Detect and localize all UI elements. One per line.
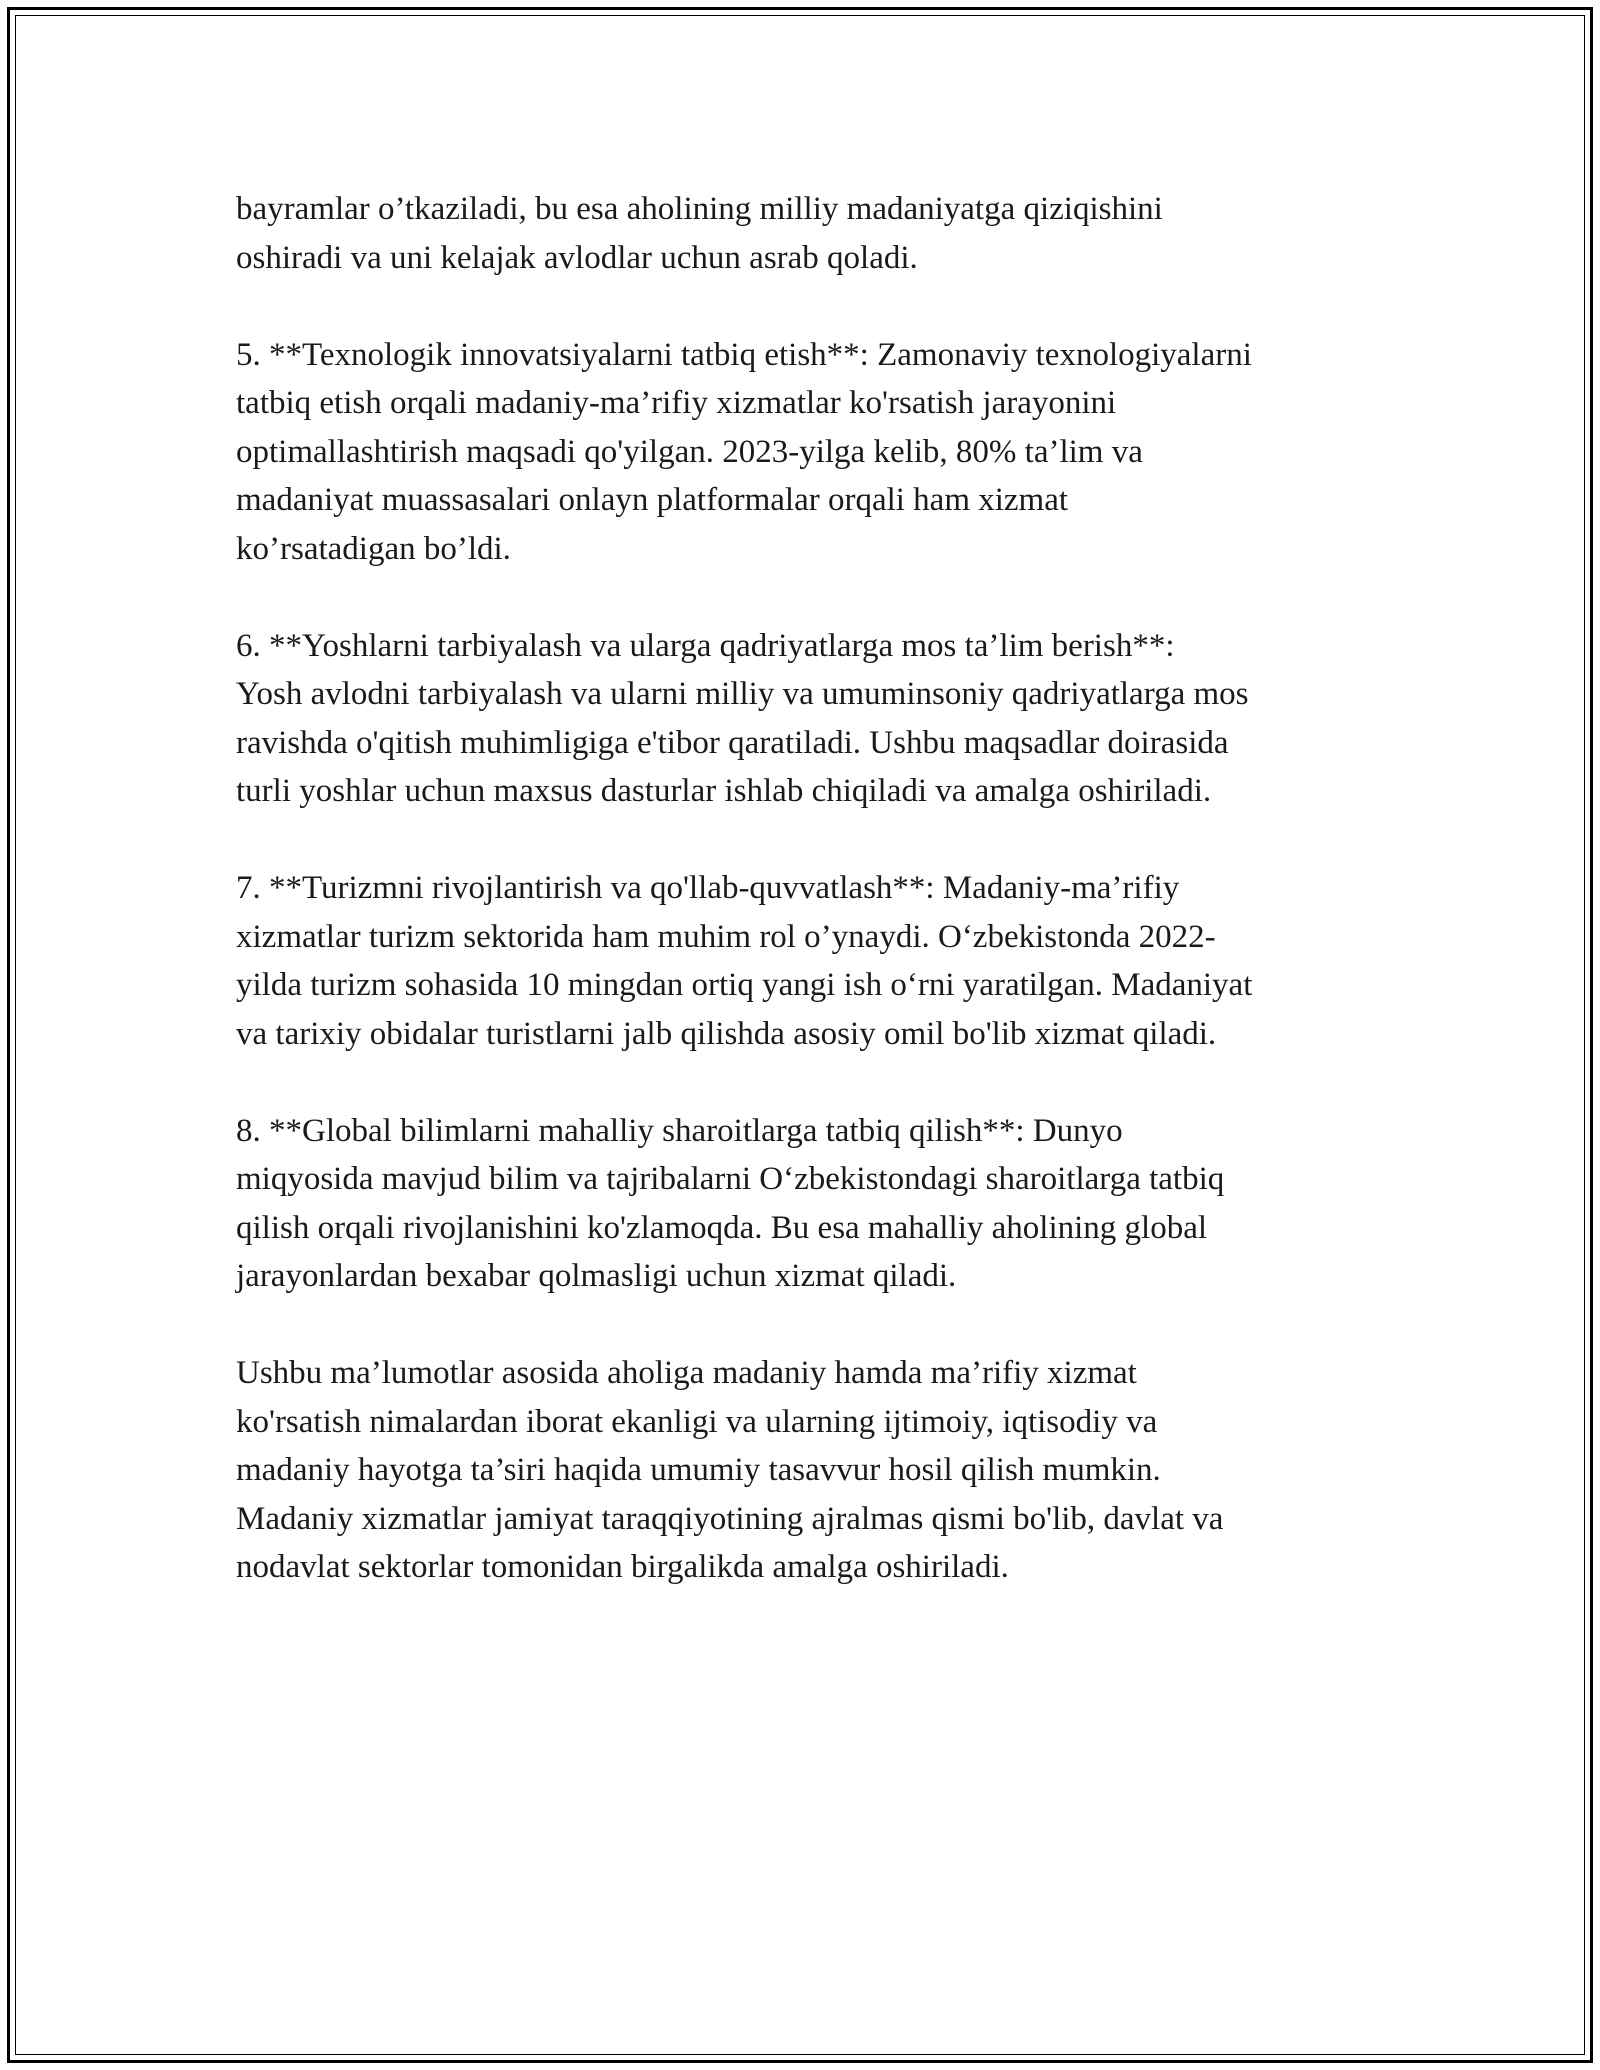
document-body	[236, 185, 1386, 1592]
paragraph-item-5: 5. **Texnologik innovatsiyalarni tatbiq etish**: Zamonaviy texnologiyalarni tatbiq etish orqali madaniy-ma’rifiy xizmatlar ko'rsatish jarayonini optimallashtirish maqsadi qo'yilgan. 2023-yilga kelib, 80% ta’lim va madaniyat muassasalari onlayn platformalar orqali ham xizmat ko’rsatadigan bo’ldi.	[236, 336, 1252, 567]
paragraph-item-8: 8. **Global bilimlarni mahalliy sharoitlarga tatbiq qilish**: Dunyo miqyosida mavjud bilim va tajribalarni O‘zbekistondagi sharoitlarga tatbiq qilish orqali rivojlanishini ko'zlamoqda. Bu esa mahalliy aholining global jarayonlardan bexabar qolmasligi uchun xizmat qiladi.	[236, 1112, 1225, 1294]
paragraph-conclusion: Ushbu ma’lumotlar asosida aholiga madaniy hamda ma’rifiy xizmat ko'rsatish nimalardan iborat ekanligi va ularning ijtimoiy, iqtisodiy va madaniy hayotga ta’siri haqida umumiy tasavvur hosil qilish mumkin. Madaniy xizmatlar jamiyat taraqqiyotining ajralmas qismi bo'lib, davlat va nodavlat sektorlar tomonidan birgalikda amalga oshiriladi.	[236, 1355, 1224, 1585]
paragraph-continuation: bayramlar o’tkaziladi, bu esa aholining milliy madaniyatga qiziqishini oshiradi va uni kelajak avlodlar uchun asrab qoladi.	[236, 191, 1163, 276]
paragraph-item-7: 7. **Turizmni rivojlantirish va qo'llab-quvvatlash**: Madaniy-ma’rifiy xizmatlar turizm sektorida ham muhim rol o’ynaydi. O‘zbekistonda 2022- yilda turizm sohasida 10 mingdan ortiq yangi ish o‘rni yaratilgan. Madaniyat va tarixiy obidalar turistlarni jalb qilishda asosiy omil bo'lib xizmat qiladi.	[236, 870, 1253, 1052]
paragraph-item-6: 6. **Yoshlarni tarbiyalash va ularga qadriyatlarga mos ta’lim berish**: Yosh avlodni tarbiyalash va ularni milliy va umuminsoniy qadriyatlarga mos ravishda o'qitish muhimligiga e'tibor qaratiladi. Ushbu maqsadlar doirasida turli yoshlar uchun maxsus dasturlar ishlab chiqiladi va amalga oshiriladi.	[236, 627, 1249, 809]
